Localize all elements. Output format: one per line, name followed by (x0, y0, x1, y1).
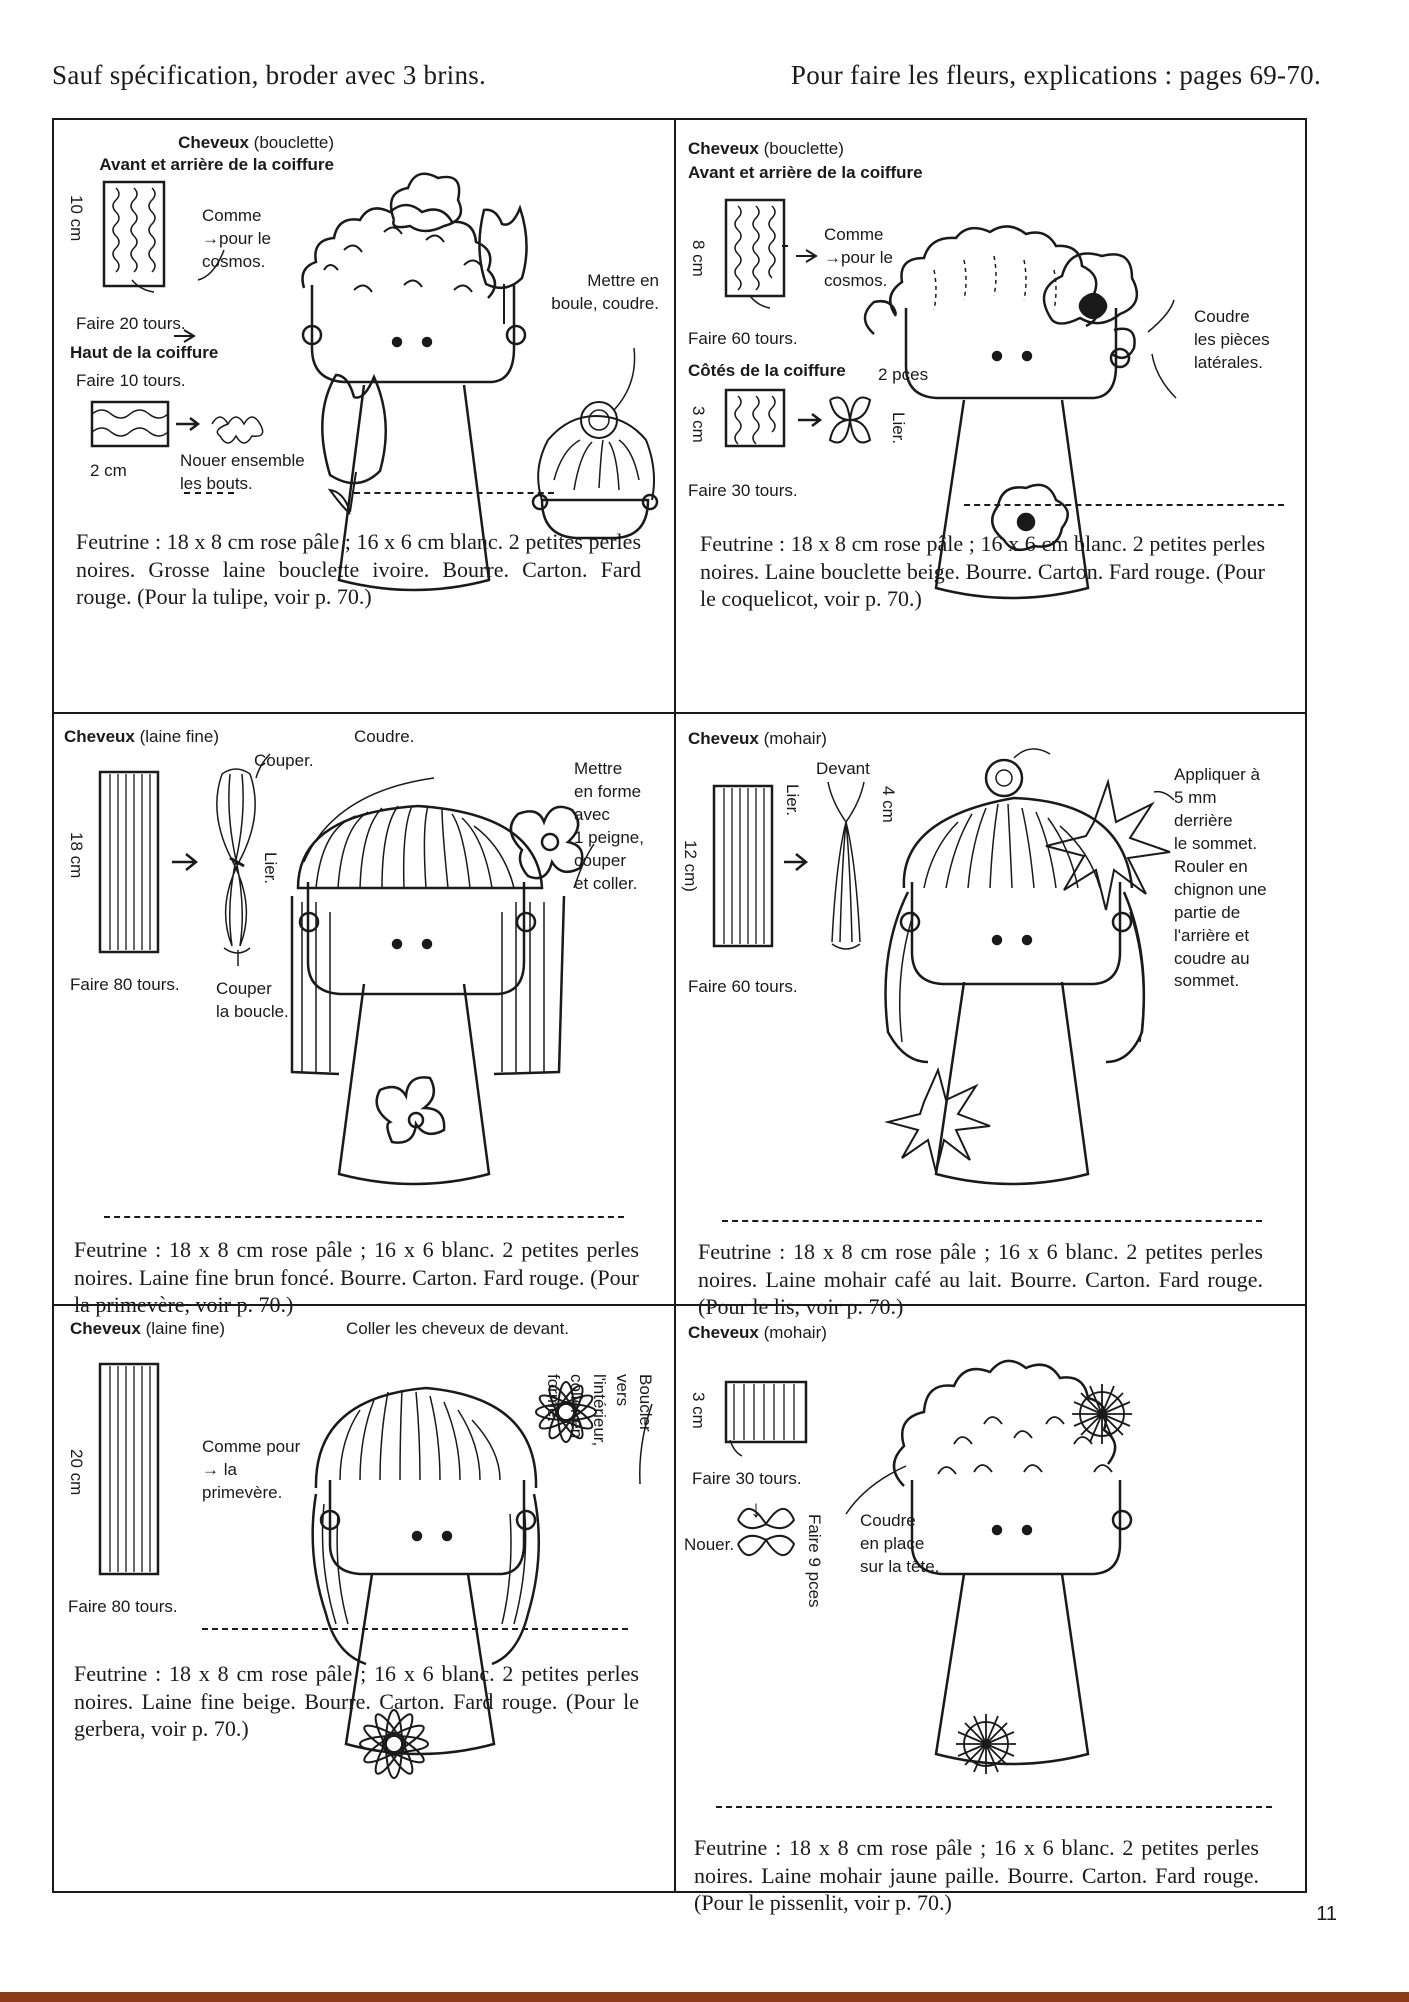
hair-subtitle: Avant et arrière de la coiffure (99, 155, 334, 174)
wrap-turns: Faire 60 tours. (688, 329, 798, 348)
wrap-measure: 10 cm (67, 195, 86, 242)
dashed-separator (722, 1220, 1262, 1222)
tie-label: Lier. (261, 852, 280, 885)
hair-title: Cheveux (laine fine) (64, 727, 219, 746)
wrap-measure: 12 cm) (681, 840, 700, 892)
tie-label: Lier. (889, 412, 908, 445)
card-wrap-icon (100, 1364, 158, 1574)
wrap-turns: Faire 20 tours. (76, 314, 186, 333)
small-measure: 4 cm (879, 786, 898, 823)
section-measure: 3 cm (689, 406, 708, 443)
page-number: 11 (1316, 1903, 1337, 1925)
wrap-measure: 18 cm (67, 832, 86, 879)
wrap-turns: Faire 60 tours. (688, 977, 798, 996)
knot-label: Nouer. (684, 1535, 735, 1554)
dashed-separator (964, 504, 1284, 506)
pattern-cell-6 (674, 1304, 1309, 1915)
pattern-cell-2 (674, 120, 1309, 712)
section-note: Nouer ensemble les bouts. (180, 451, 305, 493)
side-note: Coudre les pièces latérales. (1194, 307, 1270, 372)
dashed-separator (716, 1806, 1272, 1808)
pattern-cell-1 (54, 120, 674, 712)
materials-list: Feutrine : 18 x 8 cm rose pâle ; 16 x 6 blanc. 2 petites perles noires. Laine fine brun foncé. Bourre. Carton. Fard rouge. (Pour la primevère, voir p. 70.) (74, 1237, 639, 1317)
wrap-turns: Faire 30 tours. (692, 1469, 802, 1488)
section-title: Haut de la coiffure (70, 343, 219, 362)
pattern-cell-4 (674, 712, 1309, 1319)
hair-title: Cheveux (mohair) (688, 1323, 827, 1342)
technique-note: Comme pour → la primevère. (202, 1437, 301, 1502)
materials-list: Feutrine : 18 x 8 cm rose pâle ; 16 x 6 blanc. 2 petites perles noires. Laine fine beige. Bourre. Carton. Fard rouge. (Pour le gerbera, voir p. 70.) (74, 1661, 639, 1741)
page-instruction-left: Sauf spécification, broder avec 3 brins. (52, 60, 487, 90)
page-instruction-right: Pour faire les fleurs, explications : pages 69-70. (790, 60, 1321, 90)
hair-title: Cheveux (bouclette) (178, 133, 334, 152)
side-note: Coudre en place sur la tête. (860, 1511, 940, 1576)
pattern-cell-3 (54, 712, 674, 1317)
technique-note: Comme →pour le cosmos. (824, 225, 893, 290)
card-wrap-icon (714, 786, 772, 946)
wrap-measure: 3 cm (689, 1392, 708, 1429)
pattern-grid (52, 118, 1307, 1915)
technique-note: Comme →pour le cosmos. (202, 206, 271, 271)
section-turns: Faire 30 tours. (688, 481, 798, 500)
section-measure: 2 cm (90, 461, 127, 480)
sew-label: Coudre. (354, 727, 415, 746)
card-wrap-icon (100, 772, 158, 952)
pattern-cell-5 (54, 1304, 674, 1895)
side-note: Appliquer à 5 mm derrière le sommet. Rouler en chignon une partie de l'arrière et coudre au sommet. (1174, 765, 1267, 991)
arrow-down-icon: ↓ (750, 1496, 762, 1523)
dashed-separator (184, 492, 234, 494)
materials-list: Feutrine : 18 x 8 cm rose pâle ; 16 x 6 blanc. 2 petites perles noires. Laine mohair jaune paille. Bourre. Carton. Fard rouge. (Pour le pissenlit, voir p. 70.) (694, 1835, 1259, 1915)
section-turns: Faire 10 tours. (76, 371, 186, 390)
top-note: Coller les cheveux de devant. (346, 1319, 570, 1338)
side-note: Boucler vers l'intérieur, coller en forme. (544, 1374, 655, 1447)
hair-subtitle: Avant et arrière de la coiffure (688, 163, 923, 182)
front-label: Devant (816, 759, 870, 778)
dashed-separator (202, 1628, 628, 1630)
wrap-measure: 20 cm (67, 1449, 86, 1496)
pieces-label: Faire 9 pces (805, 1514, 824, 1608)
materials-list: Feutrine : 18 x 8 cm rose pâle ; 16 x 6 blanc. 2 petites perles noires. Laine mohair café au lait. Bourre. Carton. Fard rouge. (Pour le lis, voir p. 70.) (698, 1239, 1263, 1319)
page-edge-band (0, 1992, 1409, 2002)
materials-list: Feutrine : 18 x 8 cm rose pâle ; 16 x 6 cm blanc. 2 petites perles noires. Grosse laine bouclette ivoire. Bourre. Carton. Fard rouge. (Pour la tulipe, voir p. 70.) (76, 529, 641, 609)
dashed-separator (104, 1216, 624, 1218)
section-pieces: 2 pces (878, 365, 929, 384)
wrap-measure: 8 cm (689, 240, 708, 277)
wrap-turns: Faire 80 tours. (68, 1597, 178, 1616)
wrap-turns: Faire 80 tours. (70, 975, 180, 994)
doll-poppy-illustration (674, 120, 1309, 712)
side-note: Mettre en boule, coudre. (551, 271, 659, 313)
doll-tulip-illustration (54, 120, 674, 712)
hair-title: Cheveux (laine fine) (70, 1319, 225, 1338)
section-title: Côtés de la coiffure (688, 361, 846, 380)
card-wrap-icon (104, 182, 164, 286)
cut-label: Couper. (254, 751, 314, 770)
dashed-separator (354, 492, 554, 494)
materials-list: Feutrine : 18 x 8 cm rose pâle ; 16 x 6 cm blanc. 2 petites perles noires. Laine bouclette beige. Bourre. Carton. Fard rouge. (Pour le coquelicot, voir p. 70.) (700, 531, 1265, 611)
tie-label: Lier. (783, 784, 802, 817)
hair-title: Cheveux (mohair) (688, 729, 827, 748)
side-note: Mettre en forme avec 1 peigne, couper et coller. (574, 759, 644, 893)
cut-loop-label: Couper la boucle. (216, 979, 289, 1021)
hair-title: Cheveux (bouclette) (688, 139, 844, 158)
